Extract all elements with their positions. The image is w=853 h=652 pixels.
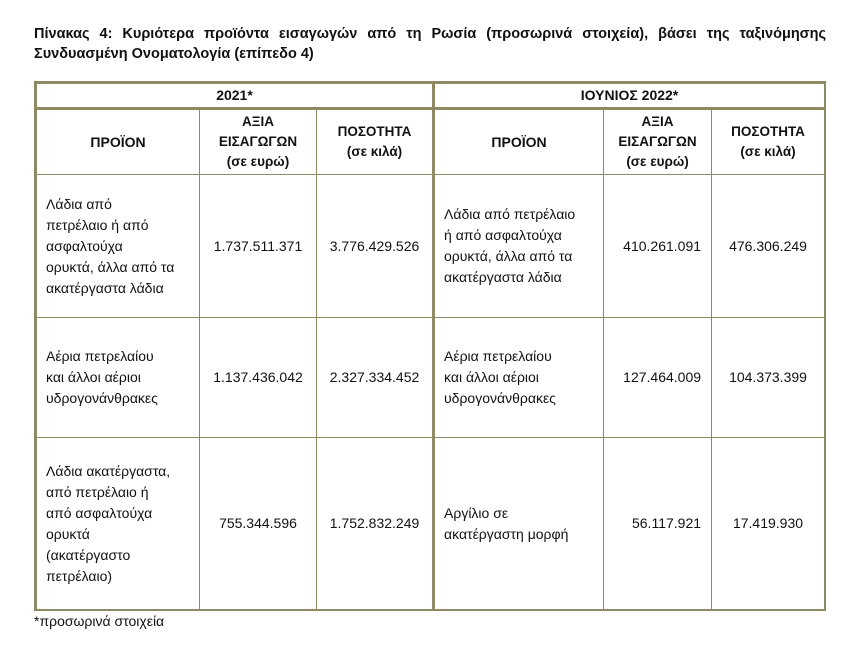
header-value-line3: (σε ευρώ) bbox=[626, 154, 689, 169]
header-row bbox=[37, 109, 825, 175]
value-cell-2021: 1.737.511.371 bbox=[200, 175, 317, 318]
header-value-line3: (σε ευρώ) bbox=[226, 154, 290, 169]
header-qty-line2: (σε κιλά) bbox=[346, 144, 403, 159]
header-value-line2: ΕΙΣΑΓΩΓΩΝ bbox=[218, 134, 298, 149]
product-line: και άλλοι αέριοι bbox=[46, 369, 141, 385]
table-row bbox=[37, 175, 825, 318]
product-line: από πετρέλαιο ή bbox=[46, 483, 149, 500]
header-value-line1: ΑΞΙΑ bbox=[641, 114, 674, 129]
product-cell-2021 bbox=[37, 318, 200, 438]
product-cell-2021 bbox=[37, 175, 200, 318]
table-caption: Πίνακας 4: Κυριότερα προϊόντα εισαγωγών από τη Ρωσία (προσωρινά στοιχεία), βάσει της ταξινόμησης Συνδυασμένη Ονοματολογία (επίπεδο 4) bbox=[34, 26, 826, 62]
header-value-2021 bbox=[200, 109, 317, 175]
value-cell-2022: 410.261.091 bbox=[604, 175, 712, 318]
product-cell-2022 bbox=[434, 318, 604, 438]
value-cell-2022: 127.464.009 bbox=[604, 318, 712, 438]
header-qty-2021 bbox=[317, 109, 434, 175]
product-line: ορυκτά, άλλα από τα bbox=[46, 258, 175, 275]
qty-cell-2022: 17.419.930 bbox=[712, 438, 825, 610]
period-row bbox=[37, 84, 825, 109]
russia-imports-table bbox=[36, 83, 825, 610]
table-row bbox=[37, 438, 825, 610]
product-line: πετρέλαιο) bbox=[46, 567, 113, 584]
product-line: Αέρια πετρελαίου bbox=[46, 348, 154, 364]
header-value-line1: ΑΞΙΑ bbox=[242, 114, 274, 129]
product-line: υδρογονάνθρακες bbox=[444, 390, 556, 406]
qty-cell-2022: 476.306.249 bbox=[712, 175, 825, 318]
period-2021: 2021* bbox=[37, 84, 434, 109]
product-line: Αέρια πετρελαίου bbox=[444, 348, 552, 364]
header-product-2022: ΠΡΟΪΟΝ bbox=[434, 109, 604, 175]
footnote: *προσωρινά στοιχεία bbox=[34, 613, 165, 629]
product-line: και άλλοι αέριοι bbox=[444, 369, 539, 385]
product-line: ή από ασφαλτούχα bbox=[444, 227, 562, 243]
product-cell-2021 bbox=[37, 438, 200, 610]
product-line: ορυκτά, άλλα από τα bbox=[444, 248, 573, 264]
header-qty-line1: ΠΟΣΟΤΗΤΑ bbox=[731, 124, 805, 139]
product-line: υδρογονάνθρακες bbox=[46, 390, 158, 406]
product-line: ορυκτά bbox=[46, 525, 90, 542]
product-line: από ασφαλτούχα bbox=[46, 504, 153, 521]
qty-cell-2022: 104.373.399 bbox=[712, 318, 825, 438]
header-qty-line1: ΠΟΣΟΤΗΤΑ bbox=[337, 124, 412, 139]
product-cell-2022 bbox=[434, 438, 604, 610]
product-line: ακατέργαστα λάδια bbox=[46, 279, 164, 296]
product-cell-2022 bbox=[434, 175, 604, 318]
qty-cell-2021: 3.776.429.526 bbox=[317, 175, 434, 318]
product-line: Λάδια από πετρέλαιο bbox=[444, 206, 576, 222]
header-value-2022 bbox=[604, 109, 712, 175]
product-line: Αργίλιο σε bbox=[444, 504, 509, 521]
value-cell-2022: 56.117.921 bbox=[604, 438, 712, 610]
product-line: ακατέργαστη μορφή bbox=[444, 525, 569, 542]
header-value-line2: ΕΙΣΑΓΩΓΩΝ bbox=[618, 134, 697, 149]
period-june-2022: ΙΟΥΝΙΟΣ 2022* bbox=[434, 84, 825, 109]
import-table-frame bbox=[34, 81, 826, 611]
value-cell-2021: 755.344.596 bbox=[200, 438, 317, 610]
product-line: Λάδια από bbox=[46, 195, 112, 212]
header-qty-line2: (σε κιλά) bbox=[740, 144, 796, 159]
header-product-2021: ΠΡΟΪΟΝ bbox=[37, 109, 200, 175]
product-line: Λάδια ακατέργαστα, bbox=[46, 462, 171, 479]
value-cell-2021: 1.137.436.042 bbox=[200, 318, 317, 438]
product-line: ακατέργαστα λάδια bbox=[444, 269, 562, 285]
table-row bbox=[37, 318, 825, 438]
product-line: (ακατέργαστο bbox=[46, 546, 131, 563]
product-line: ασφαλτούχα bbox=[46, 237, 123, 254]
qty-cell-2021: 1.752.832.249 bbox=[317, 438, 434, 610]
product-line: πετρέλαιο ή από bbox=[46, 216, 149, 233]
header-qty-2022 bbox=[712, 109, 825, 175]
qty-cell-2021: 2.327.334.452 bbox=[317, 318, 434, 438]
